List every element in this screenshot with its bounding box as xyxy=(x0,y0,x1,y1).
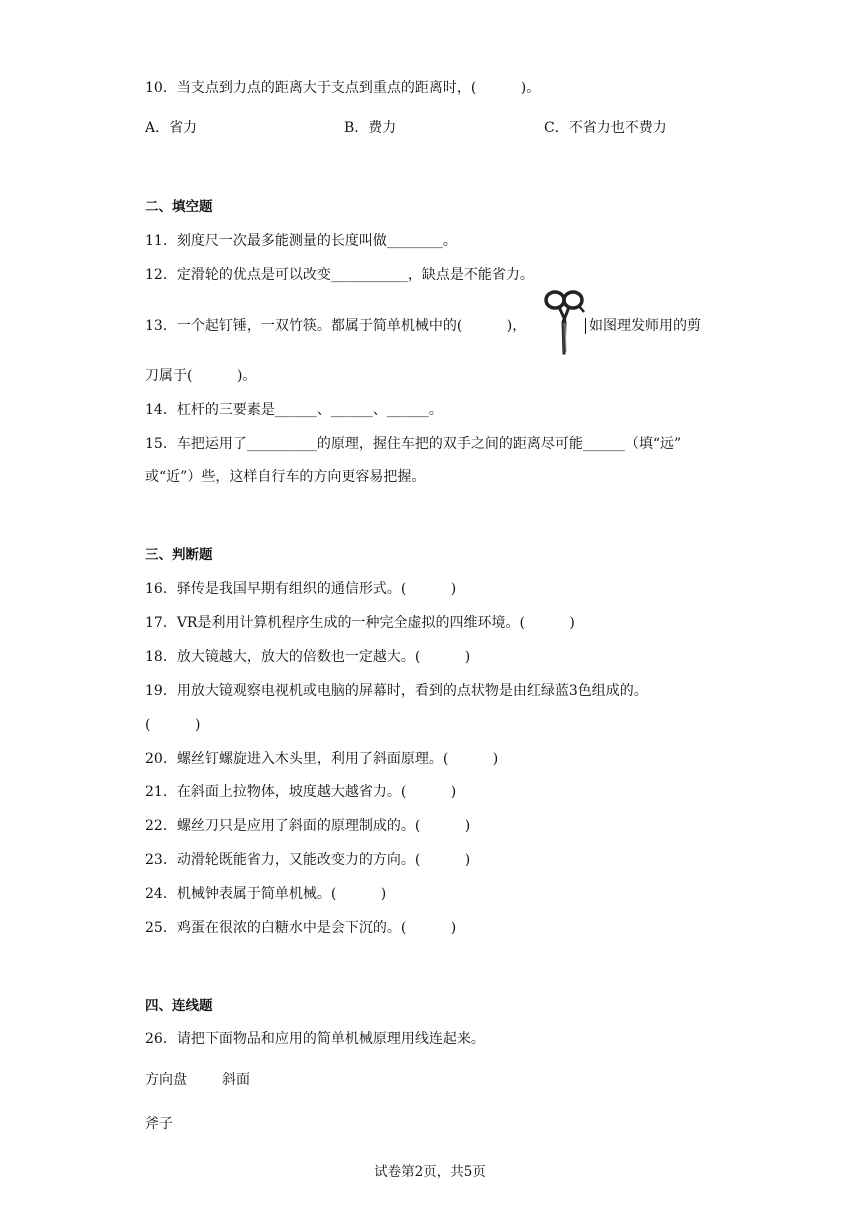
section-heading-fill-in: 二、填空题 xyxy=(145,199,213,215)
q10-option-b: B．费力 xyxy=(344,120,397,136)
question-23: 23．动滑轮既能省力，又能改变力的方向。( ) xyxy=(145,852,471,868)
question-22: 22．螺丝刀只是应用了斜面的原理制成的。( ) xyxy=(145,818,471,834)
section-heading-matching: 四、连线题 xyxy=(145,998,213,1014)
question-14: 14．杠杆的三要素是______、______、______。 xyxy=(145,402,443,418)
question-18: 18．放大镜越大，放大的倍数也一定越大。( ) xyxy=(145,649,471,665)
question-12: 12．定滑轮的优点是可以改变___________，缺点是不能省力。 xyxy=(145,267,534,283)
match-right-item-1: 斜面 xyxy=(222,1072,250,1088)
question-21: 21．在斜面上拉物体，坡度越大越省力。( ) xyxy=(145,784,457,800)
question-10: 10．当支点到力点的距离大于支点到重点的距离时，( )。 xyxy=(145,80,541,96)
question-19-answer: ( ) xyxy=(145,717,201,733)
question-13-part3: 刀属于( )。 xyxy=(145,368,257,384)
match-left-item-2: 斧子 xyxy=(145,1116,173,1132)
question-13-part2: 如图理发师用的剪 xyxy=(589,318,701,334)
question-15-line2: 或“近”）些，这样自行车的方向更容易把握。 xyxy=(145,469,426,485)
question-25: 25．鸡蛋在很浓的白糖水中是会下沉的。( ) xyxy=(145,920,457,936)
question-24: 24．机械钟表属于简单机械。( ) xyxy=(145,886,387,902)
question-19: 19．用放大镜观察电视机或电脑的屏幕时，看到的点状物是由红绿蓝3色组成的。 xyxy=(145,683,648,699)
section-heading-true-false: 三、判断题 xyxy=(145,547,213,563)
question-15-line1: 15．车把运用了__________的原理，握住车把的双手之间的距离尽可能______（填“远” xyxy=(145,436,682,452)
q10-option-a: A．省力 xyxy=(145,120,198,136)
image-border-line xyxy=(585,318,586,334)
page-footer: 试卷第2页，共5页 xyxy=(374,1164,486,1180)
question-11: 11．刻度尺一次最多能测量的长度叫做________。 xyxy=(145,233,457,249)
question-26: 26．请把下面物品和应用的简单机械原理用线连起来。 xyxy=(145,1031,485,1047)
match-left-item-1: 方向盘 xyxy=(145,1072,187,1088)
question-20: 20．螺丝钉螺旋进入木头里，利用了斜面原理。( ) xyxy=(145,751,499,767)
question-16: 16．驿传是我国早期有组织的通信形式。( ) xyxy=(145,581,457,597)
scissors-icon xyxy=(543,290,585,356)
q10-option-c: C．不省力也不费力 xyxy=(544,120,667,136)
question-13-part1: 13．一个起钉锤，一双竹筷。都属于简单机械中的( )， xyxy=(145,318,527,334)
question-17: 17．VR是利用计算机程序生成的一种完全虚拟的四维环境。( ) xyxy=(145,615,575,631)
